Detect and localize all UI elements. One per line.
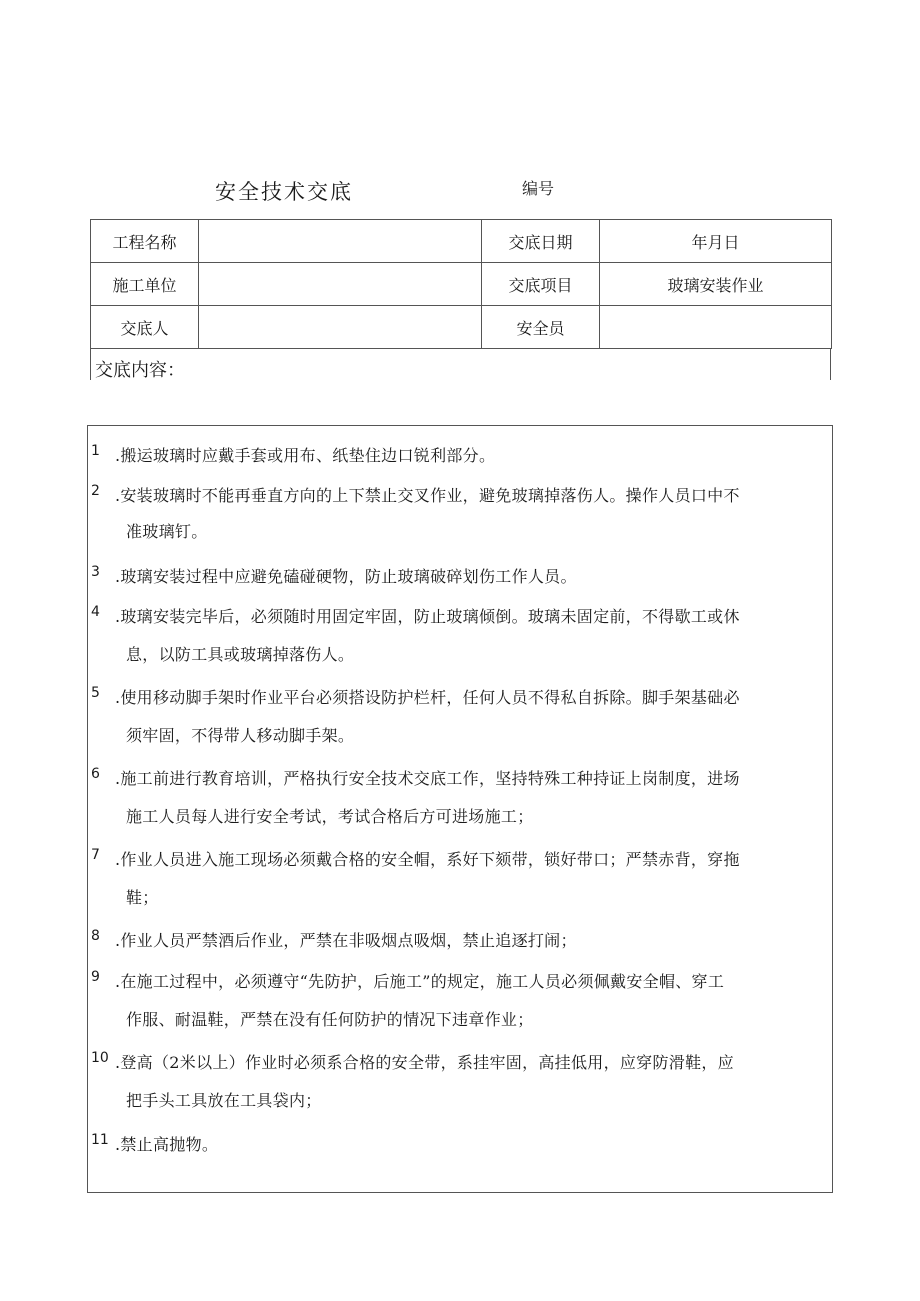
item-text: .搬运玻璃时应戴手套或用布、纸垫住边口锐利部分。	[115, 446, 496, 465]
item-text-continued: 作服、耐温鞋，严禁在没有任何防护的情况下违章作业；	[126, 1010, 534, 1029]
item-number: 10	[91, 1050, 109, 1066]
person-label: 交底人	[91, 306, 199, 349]
item-text: .在施工过程中，必须遵守“先防护，后施工”的规定，施工人员必须佩戴安全帽、穿工	[115, 972, 725, 991]
item-number: 2	[91, 483, 100, 499]
item-number: 5	[91, 685, 100, 701]
item-number: 7	[91, 847, 100, 863]
item-text-continued: 准玻璃钉。	[126, 522, 208, 541]
item-number: 4	[91, 604, 100, 620]
item-label: 交底项目	[482, 263, 600, 306]
person-value	[199, 306, 482, 349]
project-name-value	[199, 220, 482, 263]
table-row	[91, 220, 832, 263]
item-text: .登高（2米以上）作业时必须系合格的安全带，系挂牢固，高挂低用，应穿防滑鞋，应	[115, 1053, 734, 1072]
item-text: .使用移动脚手架时作业平台必须搭设防护栏杆，任何人员不得私自拆除。脚手架基础必	[115, 688, 740, 707]
item-number: 6	[91, 766, 100, 782]
safety-officer-label: 安全员	[482, 306, 600, 349]
item-text: .禁止高抛物。	[115, 1135, 219, 1154]
item-text-continued: 施工人员每人进行安全考试，考试合格后方可进场施工；	[126, 807, 534, 826]
info-table	[90, 219, 832, 349]
item-number: 9	[91, 969, 100, 985]
item-text-continued: 把手头工具放在工具袋内；	[126, 1091, 322, 1110]
project-name-label: 工程名称	[91, 220, 199, 263]
date-value: 年月日	[600, 220, 832, 263]
table-row	[91, 306, 832, 349]
table-row	[91, 263, 832, 306]
document-title: 安全技术交底	[215, 180, 353, 204]
unit-value	[199, 263, 482, 306]
item-number: 8	[91, 928, 100, 944]
item-number: 11	[91, 1132, 109, 1148]
serial-number-label: 编号	[522, 179, 555, 198]
item-text: .施工前进行教育培训，严格执行安全技术交底工作，坚持特殊工种持证上岗制度，进场	[115, 769, 740, 788]
item-text-continued: 息，以防工具或玻璃掉落伤人。	[126, 645, 355, 664]
item-text: .玻璃安装完毕后，必须随时用固定牢固，防止玻璃倾倒。玻璃未固定前，不得歇工或休	[115, 607, 740, 626]
unit-label: 施工单位	[91, 263, 199, 306]
item-text-continued: 鞋；	[126, 888, 159, 907]
item-number: 1	[91, 443, 100, 459]
safety-officer-value	[600, 306, 832, 349]
date-label: 交底日期	[482, 220, 600, 263]
item-text: .作业人员严禁酒后作业，严禁在非吸烟点吸烟，禁止追逐打闹；	[115, 931, 577, 950]
item-value: 玻璃安装作业	[600, 263, 832, 306]
content-box	[87, 425, 833, 1193]
content-label: 交底内容：	[90, 348, 831, 380]
item-number: 3	[91, 564, 100, 580]
item-text: .作业人员进入施工现场必须戴合格的安全帽，系好下颏带，锁好带口；严禁赤背，穿拖	[115, 850, 740, 869]
item-text-continued: 须牢固，不得带人移动脚手架。	[126, 726, 355, 745]
item-text: .安装玻璃时不能再垂直方向的上下禁止交叉作业，避免玻璃掉落伤人。操作人员口中不	[115, 486, 740, 505]
item-text: .玻璃安装过程中应避免磕碰硬物，防止玻璃破碎划伤工作人员。	[115, 567, 577, 586]
